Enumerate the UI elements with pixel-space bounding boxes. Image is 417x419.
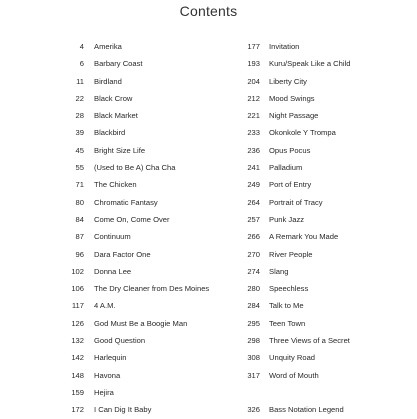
toc-entry-title: Continuum — [94, 232, 131, 242]
toc-entry — [227, 124, 417, 141]
toc-entry — [0, 90, 210, 107]
toc-entry-title: Night Passage — [269, 111, 319, 121]
toc-entry-title: Havona — [94, 370, 121, 380]
toc-entry — [0, 384, 210, 401]
toc-page-number: 39 — [75, 128, 84, 138]
toc-entry-title: Amerika — [94, 42, 122, 51]
toc-page-number: 270 — [247, 249, 260, 259]
toc-page-number: 249 — [247, 180, 260, 190]
toc-page-number: 80 — [75, 197, 84, 207]
toc-entry — [0, 38, 210, 55]
toc-entry — [227, 401, 417, 418]
toc-entry — [227, 349, 417, 366]
toc-entry — [227, 263, 417, 280]
contents-column-left — [0, 38, 210, 419]
toc-entry — [227, 194, 417, 211]
toc-page-number: 266 — [247, 232, 260, 242]
toc-entry — [227, 297, 417, 314]
toc-entry-title: Birdland — [94, 76, 122, 86]
toc-entry-title: Portrait of Tracy — [269, 197, 323, 207]
toc-entry — [0, 332, 210, 349]
toc-entry-title: Bass Notation Legend — [269, 405, 344, 415]
toc-entry-title: Teen Town — [269, 318, 306, 328]
toc-entry-title: God Must Be a Boogie Man — [94, 318, 188, 328]
toc-page-number: 280 — [247, 284, 260, 294]
toc-page-number: 326 — [247, 405, 260, 415]
toc-entry-title: Black Market — [94, 111, 138, 121]
toc-entry-title: Unquity Road — [269, 353, 316, 363]
toc-entry-title: Talk to Me — [269, 301, 304, 311]
toc-entry — [227, 38, 417, 55]
toc-entry-title: A Remark You Made — [269, 232, 339, 242]
toc-entry — [0, 124, 210, 141]
toc-page-number: 221 — [247, 111, 260, 121]
toc-entry — [0, 176, 210, 193]
toc-entry-title: Donna Lee — [94, 266, 132, 276]
toc-entry — [0, 246, 210, 263]
toc-page-number: 236 — [247, 145, 260, 155]
toc-entry-title: Dara Factor One — [94, 249, 151, 259]
toc-entry — [0, 280, 210, 297]
toc-entry-title: River People — [269, 249, 313, 259]
toc-page-number: 193 — [247, 59, 260, 69]
toc-entry — [0, 315, 210, 332]
toc-entry — [227, 142, 417, 159]
toc-entry-title: Opus Pocus — [269, 145, 311, 155]
toc-entry — [0, 349, 210, 366]
toc-page-number: 84 — [75, 214, 84, 224]
toc-page-number: 106 — [71, 284, 84, 294]
toc-entry — [0, 401, 210, 418]
toc-entry — [227, 55, 417, 72]
toc-entry-title: The Dry Cleaner from Des Moines — [94, 284, 210, 294]
toc-entry-title: Bright Size Life — [94, 145, 146, 155]
toc-page-number: 11 — [76, 76, 84, 86]
toc-page-number: 204 — [247, 76, 260, 86]
toc-page-number: 233 — [247, 128, 260, 138]
toc-page-number: 4 — [79, 42, 84, 51]
toc-entry-title: Harlequin — [94, 353, 127, 363]
toc-entry — [227, 176, 417, 193]
toc-page-number: 257 — [247, 214, 260, 224]
toc-entry — [227, 332, 417, 349]
toc-page-number: 172 — [71, 405, 84, 415]
toc-page-number: 96 — [75, 249, 84, 259]
toc-entry-title: 4 A.M. — [94, 301, 116, 311]
toc-entry-title: Good Question — [94, 336, 146, 346]
toc-entry — [227, 315, 417, 332]
toc-page-number: 264 — [247, 197, 260, 207]
toc-entry-title: Barbary Coast — [94, 59, 143, 69]
toc-entry — [227, 228, 417, 245]
toc-page-number: 102 — [71, 266, 84, 276]
toc-page-number: 126 — [71, 318, 84, 328]
toc-page-number: 132 — [71, 336, 84, 346]
toc-entry — [0, 263, 210, 280]
toc-entry — [227, 159, 417, 176]
toc-page-number: 295 — [247, 318, 260, 328]
toc-entry — [0, 228, 210, 245]
toc-entry-title: Blackbird — [94, 128, 126, 138]
toc-page-number: 284 — [247, 301, 260, 311]
toc-page-number: 55 — [75, 163, 84, 173]
toc-entry-title: Mood Swings — [269, 93, 315, 103]
toc-entry — [0, 107, 210, 124]
toc-page-number: 241 — [247, 163, 260, 173]
toc-entry — [227, 90, 417, 107]
toc-entry — [0, 73, 210, 90]
toc-page-number: 117 — [71, 301, 84, 311]
toc-entry-title: Kuru/Speak Like a Child — [269, 59, 351, 69]
toc-page-number: 28 — [75, 111, 84, 121]
toc-entry-title: Slang — [269, 266, 289, 276]
toc-page-number: 317 — [247, 370, 260, 380]
toc-entry — [227, 367, 417, 384]
toc-entry — [227, 280, 417, 297]
toc-page-number: 159 — [71, 387, 84, 397]
toc-entry — [227, 246, 417, 263]
toc-entry-title: Palladium — [269, 163, 303, 173]
toc-entry-title: Black Crow — [94, 93, 133, 103]
toc-page-number: 298 — [247, 336, 260, 346]
toc-entry-title: Hejira — [94, 387, 114, 397]
toc-entry-title: Come On, Come Over — [94, 214, 170, 224]
toc-page-number: 148 — [71, 370, 84, 380]
toc-entry-title: Liberty City — [269, 76, 307, 86]
toc-entry-title: Okonkole Y Trompa — [269, 128, 336, 138]
toc-entry-title: Speechless — [269, 284, 309, 294]
toc-page-number: 212 — [247, 93, 260, 103]
toc-entry — [227, 211, 417, 228]
page-title: Contents — [179, 3, 238, 19]
toc-entry-title: The Chicken — [94, 180, 137, 190]
toc-page-number: 22 — [75, 93, 84, 103]
toc-entry-title: Word of Mouth — [269, 370, 319, 380]
toc-entry — [0, 367, 210, 384]
toc-entry-title: Port of Entry — [269, 180, 312, 190]
toc-entry — [0, 142, 210, 159]
toc-page-number: 177 — [247, 42, 260, 51]
toc-entry — [0, 194, 210, 211]
toc-entry — [0, 211, 210, 228]
toc-page-number: 308 — [247, 353, 260, 363]
toc-entry — [0, 55, 210, 72]
toc-entry-title: Invitation — [269, 42, 300, 51]
toc-entry — [227, 384, 417, 401]
toc-entry-title: Chromatic Fantasy — [94, 197, 158, 207]
toc-entry — [227, 107, 417, 124]
toc-entry — [0, 297, 210, 314]
toc-page-number: 142 — [71, 353, 84, 363]
toc-entry-title: (Used to Be A) Cha Cha — [94, 163, 176, 173]
toc-page-number: 45 — [75, 145, 84, 155]
toc-entry-title: Punk Jazz — [269, 214, 305, 224]
toc-page-number: 71 — [75, 180, 84, 190]
toc-page-number: 6 — [79, 59, 84, 69]
toc-entry — [0, 159, 210, 176]
toc-entry-title: Three Views of a Secret — [269, 336, 350, 346]
toc-page-number: 274 — [247, 266, 260, 276]
toc-page-number: 87 — [75, 232, 84, 242]
contents-column-right — [227, 38, 417, 419]
toc-entry — [227, 73, 417, 90]
toc-entry-title: I Can Dig It Baby — [94, 405, 152, 415]
